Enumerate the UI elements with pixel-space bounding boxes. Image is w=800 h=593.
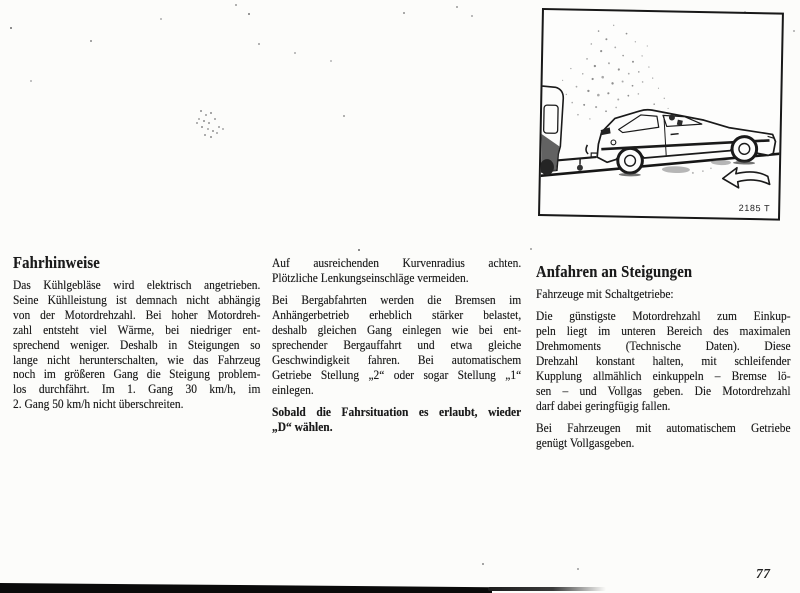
cooling-fan-paragraph (13, 278, 260, 412)
text-line: Das Kühlgebläse wird elektrisch angetrieben. (13, 278, 261, 292)
text-line: noch im größeren Gang die Steigung problem- (13, 367, 261, 382)
dust-cloud-dots-light (561, 24, 670, 121)
text-line: Getriebe Stellung „2“ oder sogar Stellung „1“ (272, 367, 522, 382)
text-line: Auf ausreichenden Kurvenradius achten. (272, 256, 522, 270)
downhill-braking-paragraph (272, 293, 521, 397)
towing-figure-frame (538, 8, 784, 221)
curve-radius-paragraph (272, 256, 521, 286)
text-line: Anhängerbetrieb erheblich stärker belastet, (272, 308, 522, 323)
page-number: 77 (756, 566, 771, 581)
text-line: Plötzliche Lenkungseinschläge vermeiden. (272, 270, 469, 285)
text-line: Bei Bergabfahrten werden die Bremsen im (272, 293, 522, 308)
text-line: los durchfährt. Im 1. Gang 30 km/h, im (13, 382, 261, 397)
automatic-gearbox-paragraph (536, 421, 791, 451)
scan-noise-cluster (0, 0, 2, 2)
text-line: „D“ wählen. (272, 420, 333, 435)
dust-cloud-dots (583, 30, 656, 113)
text-line: Drehmoments (Technische Daten). Diese (536, 339, 791, 354)
middle-column (272, 256, 521, 442)
select-d-paragraph (272, 405, 521, 435)
text-line: sprechender Bergauffahrt und etwa gleiche (272, 338, 522, 353)
text-line: Kupplung allmählich einkuppeln – Bremse lö- (536, 369, 791, 384)
text-line: sprechend weniger. Deshalb in Steigungen so (13, 337, 261, 352)
figure-reference-label: 2185 T (738, 202, 771, 214)
direction-arrow (723, 168, 770, 189)
left-column (13, 253, 260, 420)
text-line: lange nicht herunterschalten, wie das Fahrzeug (13, 352, 261, 367)
text-line: zahl entsteht viel Wärme, bei niedriger ent- (13, 322, 261, 337)
driving-notes-heading: Fahrhinweise (13, 253, 100, 272)
scan-edge-band (0, 583, 492, 593)
text-line: Die günstigste Motordrehzahl zum Einkup- (536, 309, 791, 324)
text-line: von der Motordrehzahl. Bei hoher Motordreh- (13, 307, 261, 322)
scan-edge-band-tail (488, 587, 606, 591)
text-line: einlegen. (272, 382, 314, 397)
text-line: sen – und Vollgas geben. Die Motordrehzahl (536, 383, 791, 398)
towing-illustration (540, 10, 782, 219)
caravan-drawing (540, 86, 563, 175)
text-line: Seine Kühlleistung ist demnach nicht abhängig (13, 292, 261, 307)
hill-start-heading: Anfahren an Steigungen (536, 262, 693, 281)
right-column (536, 262, 791, 459)
manual-gearbox-subheading (536, 287, 791, 302)
text-line: Bei Fahrzeugen mit automatischem Getriebe (536, 421, 791, 436)
trailer-hitch (558, 144, 598, 171)
text-line: darf dabei geringfügig fallen. (536, 398, 671, 413)
text-line: peln liegt im unteren Bereich des maximalen (536, 324, 791, 339)
text-line: 2. Gang 50 km/h nicht überschreiten. (13, 397, 184, 412)
text-line: Drehzahl konstant halten, mit schleifender (536, 354, 791, 369)
text-line: Fahrzeuge mit Schaltgetriebe: (536, 287, 674, 301)
text-line: deshalb gleichen Gang einlegen wie bei ent- (272, 323, 522, 338)
clutch-technique-paragraph (536, 309, 791, 413)
text-line: genügt Vollgasgeben. (536, 436, 635, 451)
text-line: Geschwindigkeit fahren. Bei automatischem (272, 352, 522, 367)
text-line: Sobald die Fahrsituation es erlaubt, wieder (272, 405, 522, 420)
